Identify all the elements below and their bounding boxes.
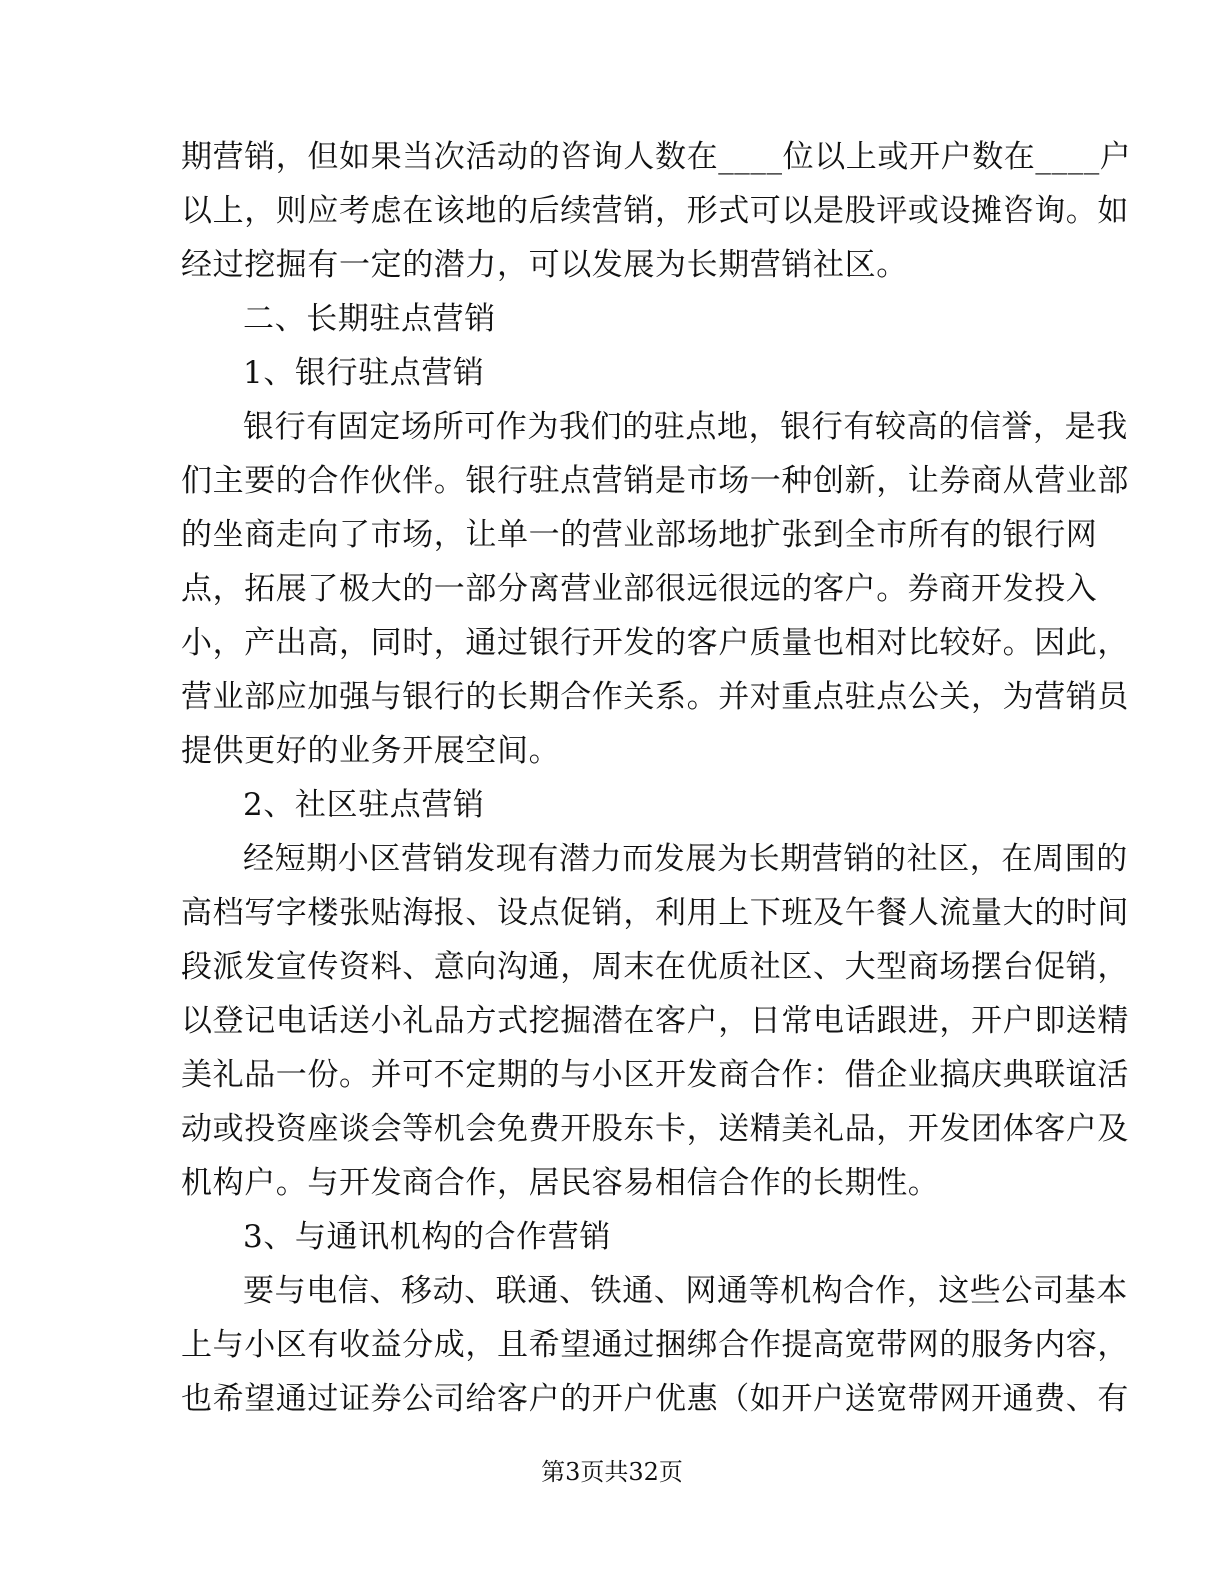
document-body bbox=[181, 130, 1132, 1426]
paragraph-line: 美礼品一份。并可不定期的与小区开发商合作：借企业搞庆典联谊活 bbox=[181, 1057, 1129, 1093]
paragraph-line: 期营销，但如果当次活动的咨询人数在____位以上或开户数在____户 bbox=[181, 139, 1132, 175]
paragraph-line: 经过挖掘有一定的潜力，可以发展为长期营销社区。 bbox=[181, 247, 908, 283]
paragraph-line: 段派发宣传资料、意向沟通，周末在优质社区、大型商场摆台促销， bbox=[181, 949, 1129, 985]
paragraph-line: 营业部应加强与银行的长期合作关系。并对重点驻点公关，为营销员 bbox=[181, 679, 1129, 715]
paragraph-line: 上与小区有收益分成，且希望通过捆绑合作提高宽带网的服务内容， bbox=[181, 1327, 1129, 1363]
paragraph-line: 也希望通过证券公司给客户的开户优惠（如开户送宽带网开通费、有 bbox=[181, 1381, 1129, 1417]
paragraph-line: 点，拓展了极大的一部分离营业部很远很远的客户。券商开发投入 bbox=[181, 571, 1098, 607]
paragraph-line: 银行有固定场所可作为我们的驻点地，银行有较高的信誉，是我 bbox=[243, 409, 1128, 445]
paragraph-line: 以上，则应考虑在该地的后续营销，形式可以是股评或设摊咨询。如 bbox=[181, 193, 1129, 229]
paragraph-line: 动或投资座谈会等机会免费开股东卡，送精美礼品，开发团体客户及 bbox=[181, 1111, 1129, 1147]
paragraph-line: 机构户。与开发商合作，居民容易相信合作的长期性。 bbox=[181, 1165, 940, 1201]
paragraph-line: 要与电信、移动、联通、铁通、网通等机构合作，这些公司基本 bbox=[243, 1273, 1128, 1309]
paragraph-line: 的坐商走向了市场，让单一的营业部场地扩张到全市所有的银行网 bbox=[181, 517, 1098, 553]
paragraph-line: 经短期小区营销发现有潜力而发展为长期营销的社区，在周围的 bbox=[243, 841, 1128, 877]
paragraph-line: 高档写字楼张贴海报、设点促销，利用上下班及午餐人流量大的时间 bbox=[181, 895, 1129, 931]
section-heading: 1、银行驻点营销 bbox=[243, 355, 485, 391]
page-number-footer: 第3页共32页 bbox=[541, 1458, 683, 1486]
section-heading: 2、社区驻点营销 bbox=[243, 787, 485, 823]
paragraph-line: 们主要的合作伙伴。银行驻点营销是市场一种创新，让券商从营业部 bbox=[181, 463, 1129, 499]
paragraph-line: 小，产出高，同时，通过银行开发的客户质量也相对比较好。因此， bbox=[181, 625, 1129, 661]
section-heading: 二、长期驻点营销 bbox=[243, 301, 496, 337]
paragraph-line: 提供更好的业务开展空间。 bbox=[181, 733, 561, 769]
section-heading: 3、与通讯机构的合作营销 bbox=[243, 1219, 611, 1255]
paragraph-line: 以登记电话送小礼品方式挖掘潜在客户，日常电话跟进，开户即送精 bbox=[181, 1003, 1129, 1039]
